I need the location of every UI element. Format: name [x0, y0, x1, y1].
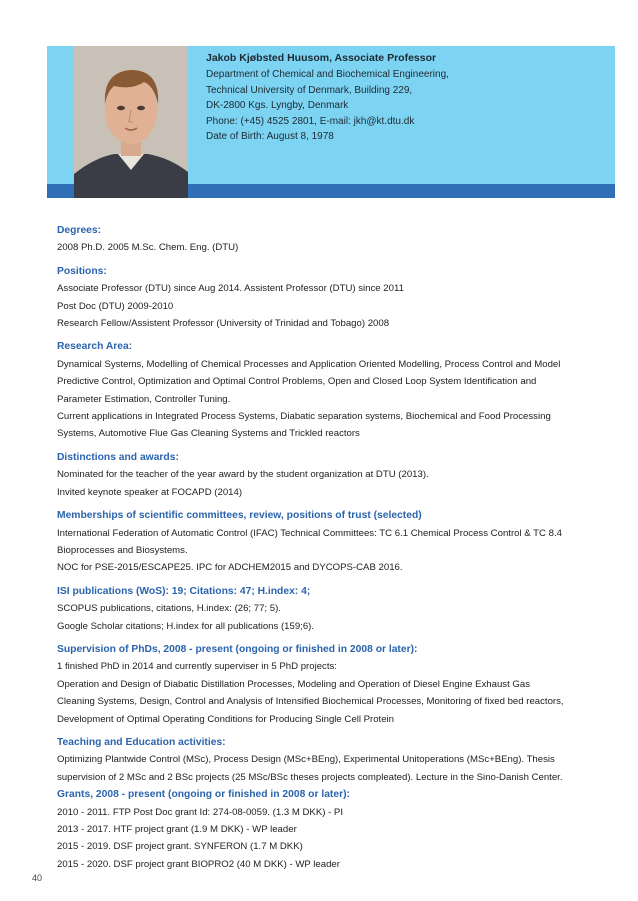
section-line: 2015 - 2019. DSF project grant. SYNFERON (1.7 M DKK): [57, 841, 303, 853]
contact-line-address: DK-2800 Kgs. Lyngby, Denmark: [206, 100, 349, 112]
section-line: Cleaning Systems, Design, Control and Analysis of Intensified Biochemical Processes, Monitoring of fixed bed reactors,: [57, 696, 564, 708]
section-line: Current applications in Integrated Process Systems, Diabatic separation systems, Biochemical and Food Processing: [57, 411, 551, 423]
section-line: Google Scholar citations; H.index for all publications (159;6).: [57, 620, 315, 632]
section-heading: Memberships of scientific committees, review, positions of trust (selected): [57, 510, 422, 522]
section-line: Operation and Design of Diabatic Distillation Processes, Modeling and Operation of Diesel Engine Exhaust Gas: [57, 678, 531, 690]
contact-line-birthdate: Date of Birth: August 8, 1978: [206, 131, 334, 143]
section-heading: Grants, 2008 - present (ongoing or finished in 2008 or later):: [57, 789, 350, 801]
person-name: Jakob Kjøbsted Huusom, Associate Professor: [206, 52, 437, 64]
page-number: 40: [32, 873, 43, 883]
contact-block: [206, 51, 606, 144]
section-research-area: [57, 338, 607, 442]
section-heading: Teaching and Education activities:: [57, 736, 226, 748]
contact-line-phone-email: Phone: (+45) 4525 2801, E-mail: jkh@kt.dtu.dk: [206, 115, 415, 127]
section-positions: [57, 263, 607, 333]
section-line: Nominated for the teacher of the year award by the student organization at DTU (2013).: [57, 469, 429, 481]
section-heading: ISI publications (WoS): 19; Citations: 47; H.index: 4;: [57, 585, 311, 597]
section-supervision-phds: [57, 641, 607, 728]
section-line: SCOPUS publications, citations, H.index: (26; 77; 5).: [57, 603, 281, 615]
section-line: Dynamical Systems, Modelling of Chemical Processes and Application Oriented Modelling, Process Control and Model: [57, 358, 561, 370]
section-heading: Supervision of PhDs, 2008 - present (ongoing or finished in 2008 or later):: [57, 643, 418, 655]
section-line: NOC for PSE-2015/ESCAPE25. IPC for ADCHEM2015 and DYCOPS-CAB 2016.: [57, 562, 403, 574]
cv-content: [57, 222, 607, 879]
section-line: Systems, Automotive Flue Gas Cleaning Systems and Trickled reactors: [57, 428, 360, 440]
section-line: Associate Professor (DTU) since Aug 2014. Assistent Professor (DTU) since 2011: [57, 283, 404, 295]
section-line: Invited keynote speaker at FOCAPD (2014): [57, 486, 243, 498]
section-line: Bioprocesses and Biosystems.: [57, 544, 188, 556]
contact-line-department: Department of Chemical and Biochemical Engineering,: [206, 69, 449, 81]
portrait-photo: [74, 46, 188, 198]
section-heading: Research Area:: [57, 341, 133, 353]
section-line: 2008 Ph.D. 2005 M.Sc. Chem. Eng. (DTU): [57, 242, 239, 254]
section-line: Development of Optimal Operating Conditions for Producing Single Cell Protein: [57, 713, 395, 725]
section-line: Post Doc (DTU) 2009-2010: [57, 300, 174, 312]
section-grants: [57, 786, 607, 873]
section-heading: Degrees:: [57, 225, 102, 236]
section-line: Parameter Estimation, Controller Tuning.: [57, 393, 231, 405]
section-isi-publications: [57, 583, 607, 635]
section-line: 2010 - 2011. FTP Post Doc grant Id: 274-08-0059. (1.3 M DKK) - PI: [57, 806, 343, 818]
section-line: International Federation of Automatic Control (IFAC) Technical Committees: TC 6.1 Chemical Process Control & TC 8.4: [57, 527, 562, 539]
section-line: Predictive Control, Optimization and Optimal Control Problems, Open and Closed Loop System Identification and: [57, 376, 537, 388]
section-line: 2015 - 2020. DSF project grant BIOPRO2 (40 M DKK) - WP leader: [57, 858, 340, 870]
section-teaching: [57, 734, 607, 786]
section-line: 2013 - 2017. HTF project grant (1.9 M DKK) - WP leader: [57, 824, 297, 835]
section-distinctions-awards: [57, 449, 607, 501]
section-heading: Positions:: [57, 265, 107, 277]
section-degrees: [57, 222, 607, 257]
section-line: supervision of 2 MSc and 2 BSc projects (25 MSc/BSc theses projects compleated). Lecture in the Sino-Danish Center.: [57, 771, 563, 783]
section-heading: Distinctions and awards:: [57, 451, 179, 463]
section-line: Optimizing Plantwide Control (MSc), Process Design (MSc+BEng), Experimental Unitoperations (MSc+BEng). Thesis: [57, 754, 555, 766]
section-line: 1 finished PhD in 2014 and currently superviser in 5 PhD projects:: [57, 661, 337, 673]
section-memberships: [57, 507, 607, 577]
section-line: Research Fellow/Assistent Professor (University of Trinidad and Tobago) 2008: [57, 318, 390, 330]
contact-line-university: Technical University of Denmark, Building 229,: [206, 84, 413, 96]
